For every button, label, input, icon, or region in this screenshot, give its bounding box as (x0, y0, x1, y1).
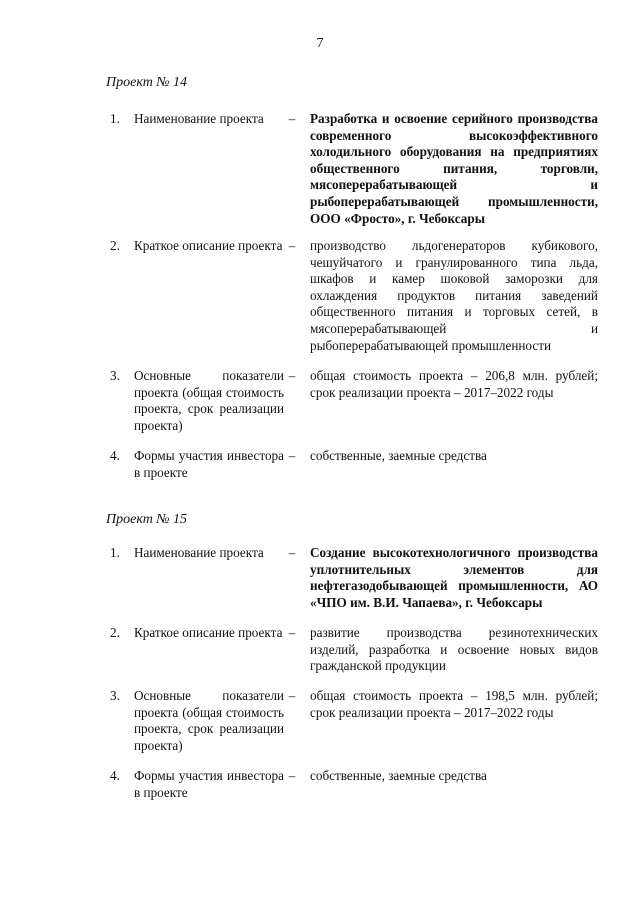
row-dash: – (288, 768, 296, 783)
row-label: Краткое описание проекта (134, 238, 283, 253)
row-value: собственные, заемные средства (310, 768, 487, 783)
row-label: Основные показатели проекта (общая стоимость проекта, срок реализации проекта) (134, 688, 284, 753)
row-dash: – (288, 625, 296, 640)
row-value: развитие производства резинотехнических изделий, разработка и освоение новых видов гражданской продукции (310, 625, 598, 674)
row-label: Наименование проекта (134, 545, 264, 560)
row-dash: – (288, 238, 296, 253)
page-number: 7 (316, 36, 324, 51)
project-title: Проект № 15 (106, 512, 187, 527)
row-dash: – (288, 368, 296, 383)
row-value: общая стоимость проекта – 206,8 млн. рублей; срок реализации проекта – 2017–2022 годы (310, 368, 598, 400)
row-number: 4. (110, 768, 120, 783)
row-number: 3. (110, 688, 120, 703)
row-label: Основные показатели проекта (общая стоимость проекта, срок реализации проекта) (134, 368, 284, 433)
row-value: Разработка и освоение серийного производства современного высокоэффективного холодильного оборудования на предприятиях общественного питания, торговли, мясоперерабатывающей и рыбоперерабатывающей промышленности, ООО «Фросто», г. Чебоксары (310, 111, 598, 226)
row-number: 2. (110, 625, 120, 640)
row-value: общая стоимость проекта – 198,5 млн. рублей; срок реализации проекта – 2017–2022 годы (310, 688, 598, 720)
row-dash: – (288, 545, 296, 560)
row-number: 3. (110, 368, 120, 383)
row-label: Формы участия инвестора в проекте (134, 768, 284, 800)
row-number: 4. (110, 448, 120, 463)
project-title: Проект № 14 (106, 75, 187, 90)
row-value: производство льдогенераторов кубикового, чешуйчатого и гранулированного типа льда, шкафов и камер шоковой заморозки для охлаждения продуктов питания заведений общественного питания и торговых сетей, в мясоперерабатывающей и рыбоперерабатывающей промышленности (310, 238, 598, 353)
row-dash: – (288, 688, 296, 703)
row-label: Краткое описание проекта (134, 625, 283, 640)
row-number: 2. (110, 238, 120, 253)
row-value: Создание высокотехнологичного производства уплотнительных элементов для нефтегазодобывающей промышленности, АО «ЧПО им. В.И. Чапаева», г. Чебоксары (310, 545, 598, 610)
row-value: собственные, заемные средства (310, 448, 487, 463)
row-dash: – (288, 111, 296, 126)
row-number: 1. (110, 111, 120, 126)
row-number: 1. (110, 545, 120, 560)
row-label: Наименование проекта (134, 111, 264, 126)
row-label: Формы участия инвестора в проекте (134, 448, 284, 480)
row-dash: – (288, 448, 296, 463)
